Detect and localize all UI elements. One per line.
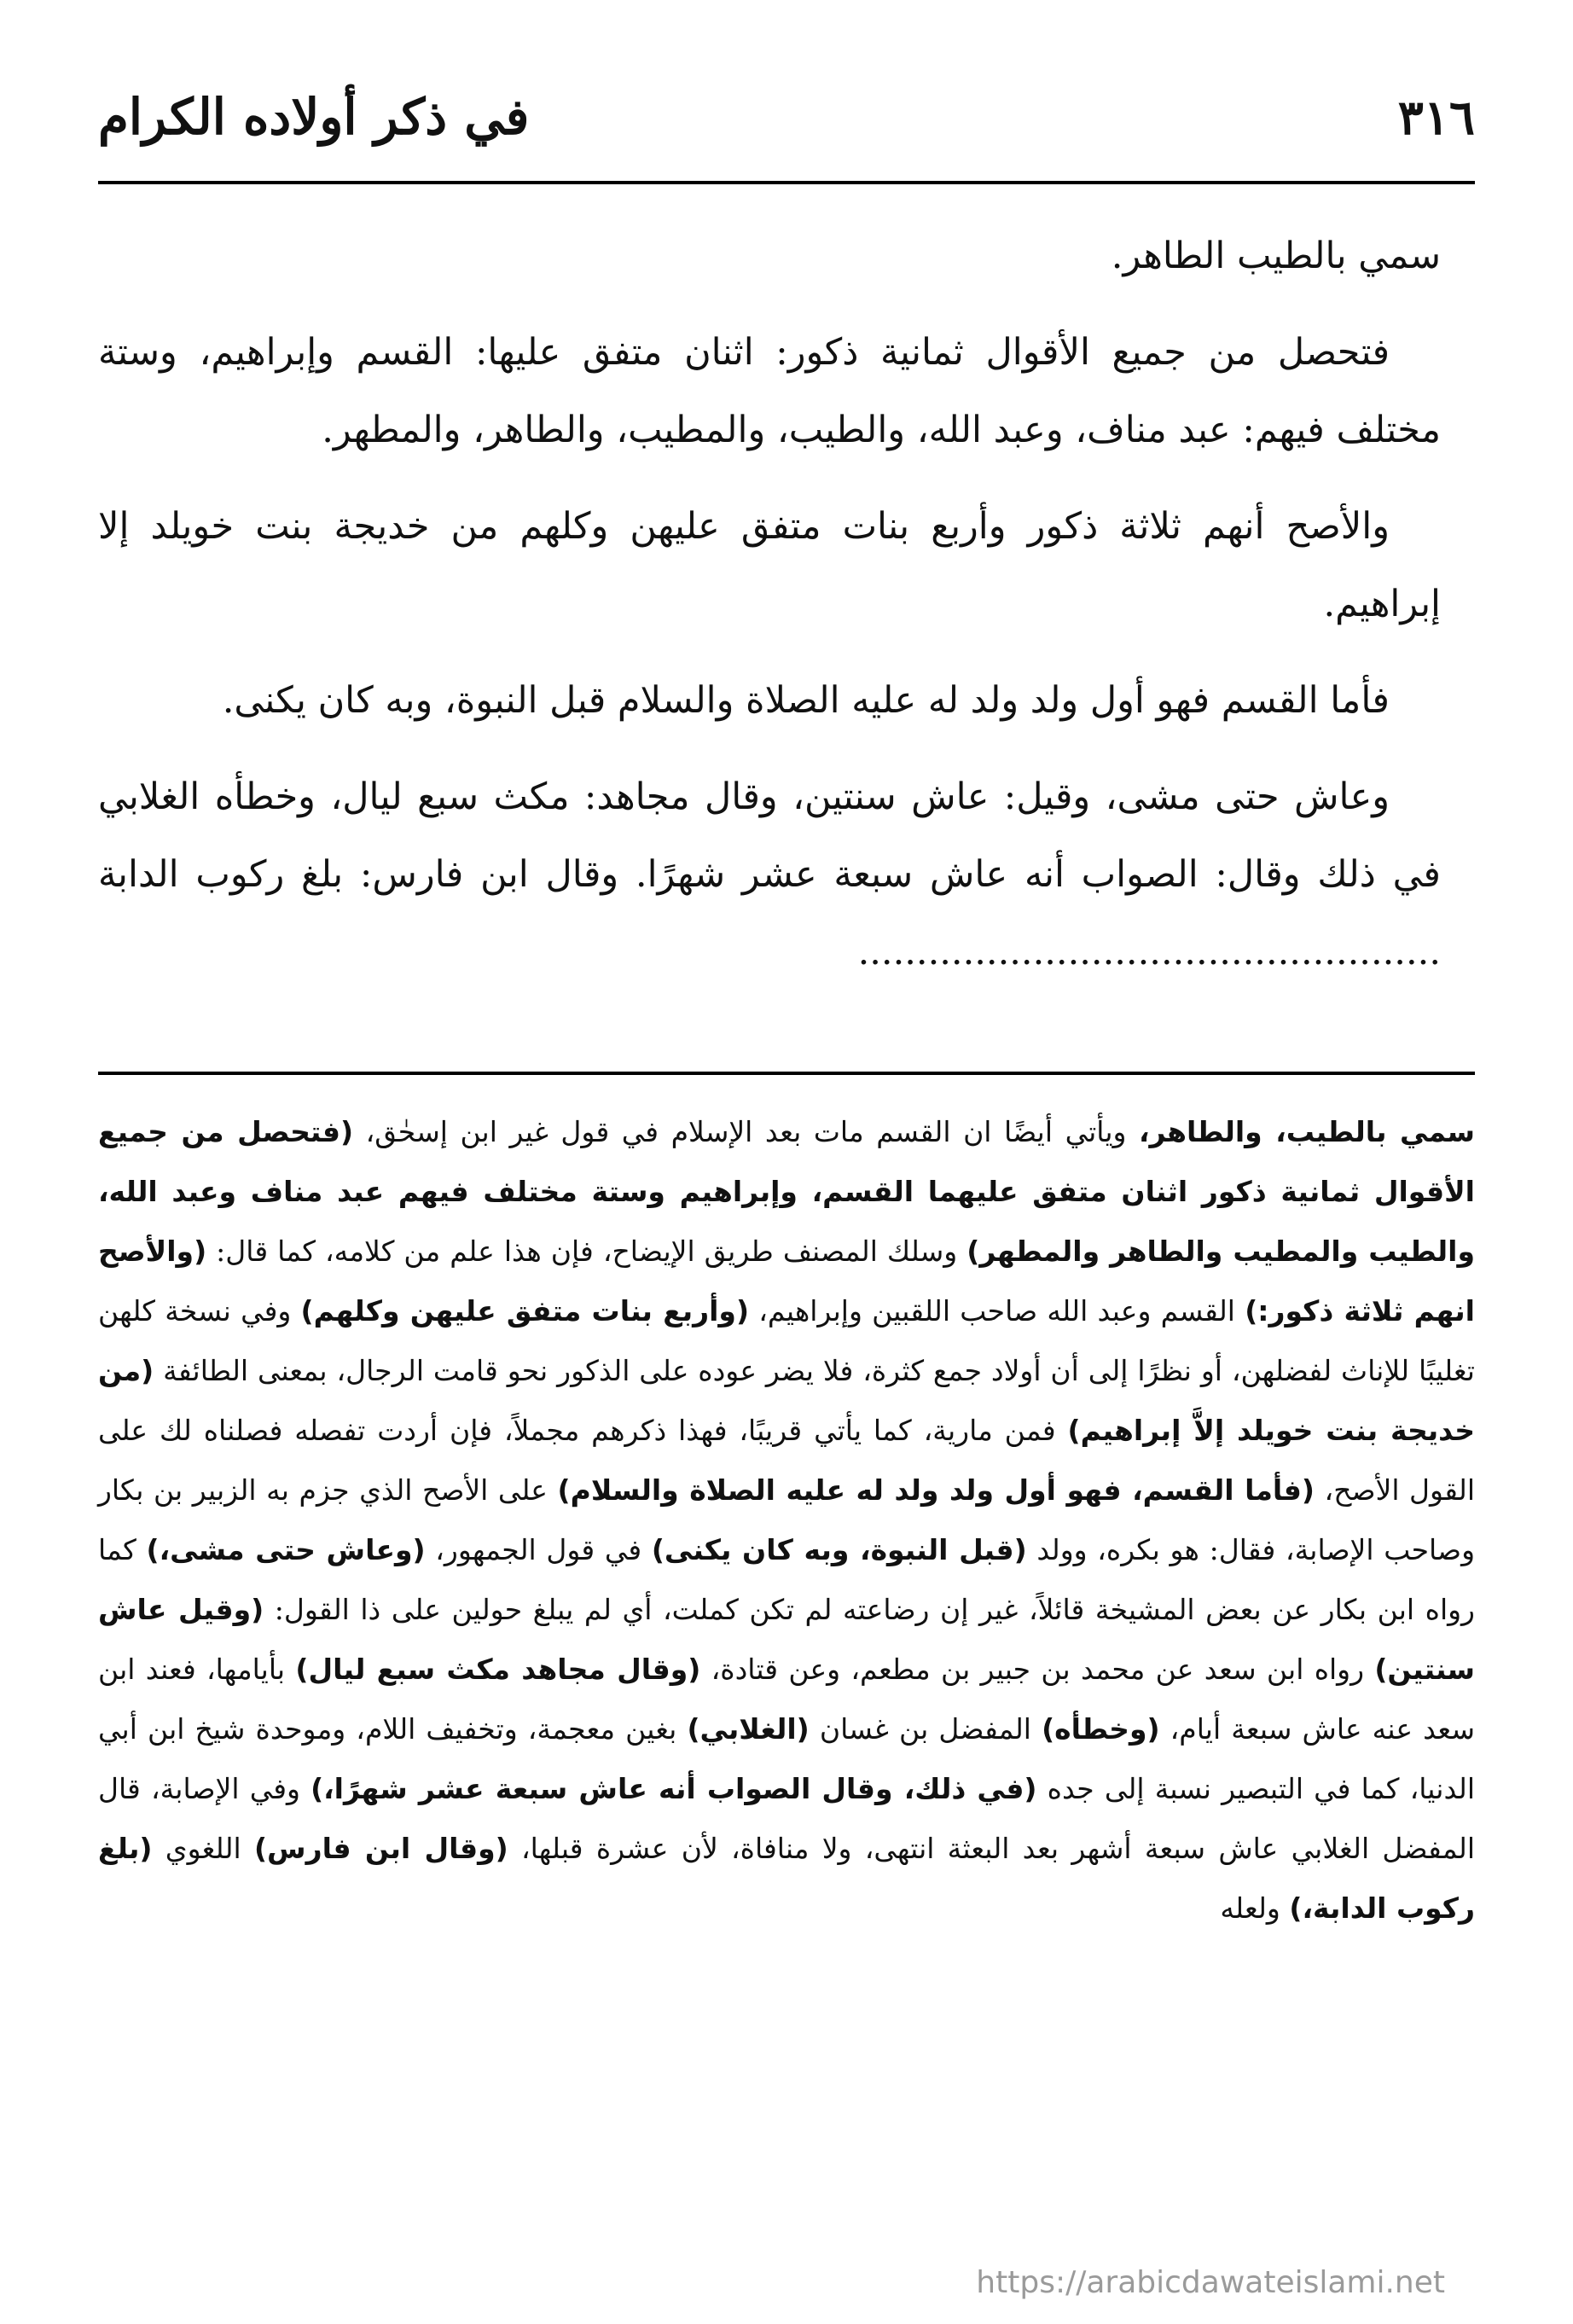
commentary-quoted-segment: (وخطأه): [1042, 1712, 1160, 1746]
commentary-quoted-segment: (وقيل عاش سنتين): [98, 1593, 1475, 1686]
commentary-segment: ولعله: [1220, 1891, 1290, 1925]
main-paragraph: والأصح أنهم ثلاثة ذكور وأربع بنات متفق عليهن وكلهم من خديجة بنت خويلد إلا إبراهيم.: [98, 505, 1441, 625]
commentary-quoted-segment: (من خديجة بنت خويلد إلاَّ إبراهيم): [98, 1354, 1475, 1447]
commentary-segment: القسم وعبد الله صاحب اللقبين وإبراهيم،: [749, 1294, 1245, 1328]
commentary-quoted-segment: (فأما القسم، فهو أول ولد ولد له عليه الصلاة والسلام): [557, 1473, 1315, 1507]
commentary-segment: كما رواه ابن بكار عن بعض المشيخة قائلاً، غير إن رضاعته لم تكن كملت، أي لم يبلغ حولين على ذا القول:: [98, 1533, 1475, 1626]
commentary-quoted-segment: (فتحصل من جميع الأقوال ثمانية ذكور اثنان متفق عليهما القسم، وإبراهيم وستة مختلف فيهم عبد مناف وعبد الله، والطيب والمطيب والطاهر والمطهر): [98, 1115, 1475, 1268]
header-rule: [98, 181, 1475, 184]
main-paragraph-last: [98, 758, 1441, 991]
commentary-segment: بغين معجمة، وتخفيف اللام، وموحدة شيخ ابن أبي الدنيا، كما في التبصير نسبة إلى جده: [98, 1712, 1475, 1805]
commentary-quoted-segment: (وأربع بنات متفق عليهن وكلهم): [300, 1294, 750, 1328]
commentary-segment: وفي الإصابة، قال المفضل الغلابي عاش سبعة أشهر بعد البعثة انتهى، ولا منافاة، لأن عشرة قبلها،: [98, 1772, 1476, 1865]
commentary-quoted-segment: سمي بالطيب، والطاهر،: [1139, 1115, 1476, 1148]
commentary-text: [98, 1102, 1475, 1938]
commentary-quoted-segment: (والأصح انهم ثلاثة ذكور:): [98, 1235, 1475, 1328]
main-paragraph: فتحصل من جميع الأقوال ثمانية ذكور: اثنان متفق عليها: القسم وإبراهيم، وستة مختلف فيهم: عبد مناف، وعبد الله، والطيب، والمطيب، والطاهر، والمطهر.: [98, 331, 1441, 451]
commentary-separator-rule: [98, 1072, 1475, 1075]
commentary-segment: على الأصح الذي جزم به الزبير بن بكار وصاحب الإصابة، فقال: هو بكره، وولد: [98, 1473, 1476, 1566]
main-paragraph: سمي بالطيب الطاهر.: [1111, 235, 1441, 277]
commentary-quoted-segment: (قبل النبوة، وبه كان يكنى): [651, 1533, 1027, 1566]
commentary-quoted-segment: (وعاش حتى مشى،): [146, 1533, 426, 1566]
commentary-segment: اللغوي: [152, 1832, 254, 1865]
commentary-segment: فمن مارية، كما يأتي قريبًا، فهذا ذكرهم مجملاً، فإن أردت تفصله فصلناه لك على القول الأصح،: [98, 1414, 1476, 1507]
watermark-url: https://arabicdawateislami.net: [976, 2265, 1445, 2300]
commentary-quoted-segment: (بلغ ركوب الدابة،): [98, 1832, 1475, 1925]
commentary-segment: وسلك المصنف طريق الإيضاح، فإن هذا علم من كلامه، كما قال:: [206, 1235, 967, 1268]
main-text: [98, 218, 1441, 1010]
ellipsis-dots: ..................................................: [857, 931, 1441, 973]
commentary-quoted-segment: (وقال ابن فارس): [253, 1832, 508, 1865]
page-number: ٣١٦: [1397, 90, 1475, 146]
commentary-segment: المفضل بن غسان: [809, 1712, 1042, 1746]
commentary-segment: في قول الجمهور،: [425, 1533, 652, 1566]
page-header: [98, 81, 1475, 183]
commentary-quoted-segment: (الغلابي): [687, 1712, 810, 1746]
commentary-segment: وفي نسخة كلهن تغليبًا للإناث لفضلهن، أو نظرًا إلى أن أولاد جمع كثرة، فلا يضر عوده على الذكور نحو قامت الرجال، بمعنى الطائفة: [98, 1294, 1475, 1387]
main-paragraph-text: وعاش حتى مشى، وقيل: عاش سنتين، وقال مجاهد: مكث سبع ليال، وخطأه الغلابي في ذلك وقال: الصواب أنه عاش سبعة عشر شهرًا. وقال ابن فارس: بلغ ركوب الدابة: [98, 776, 1441, 896]
commentary-segment: ويأتي أيضًا ان القسم مات بعد الإسلام في قول غير ابن إسحٰق،: [353, 1115, 1139, 1148]
main-paragraph: فأما القسم فهو أول ولد ولد له عليه الصلاة والسلام قبل النبوة، وبه كان يكنى.: [222, 679, 1390, 722]
commentary-paragraph: [98, 1102, 1475, 1938]
commentary-segment: رواه ابن سعد عن محمد بن جبير بن مطعم، وعن قتادة،: [700, 1653, 1375, 1686]
commentary-quoted-segment: (في ذلك، وقال الصواب أنه عاش سبعة عشر شهرًا،): [311, 1772, 1037, 1805]
commentary-segment: بأيامها، فعند ابن سعد عنه عاش سبعة أيام،: [98, 1653, 1476, 1746]
running-title: في ذكر أولاده الكرام: [98, 88, 530, 146]
commentary-quoted-segment: (وقال مجاهد مكث سبع ليال): [295, 1653, 701, 1686]
